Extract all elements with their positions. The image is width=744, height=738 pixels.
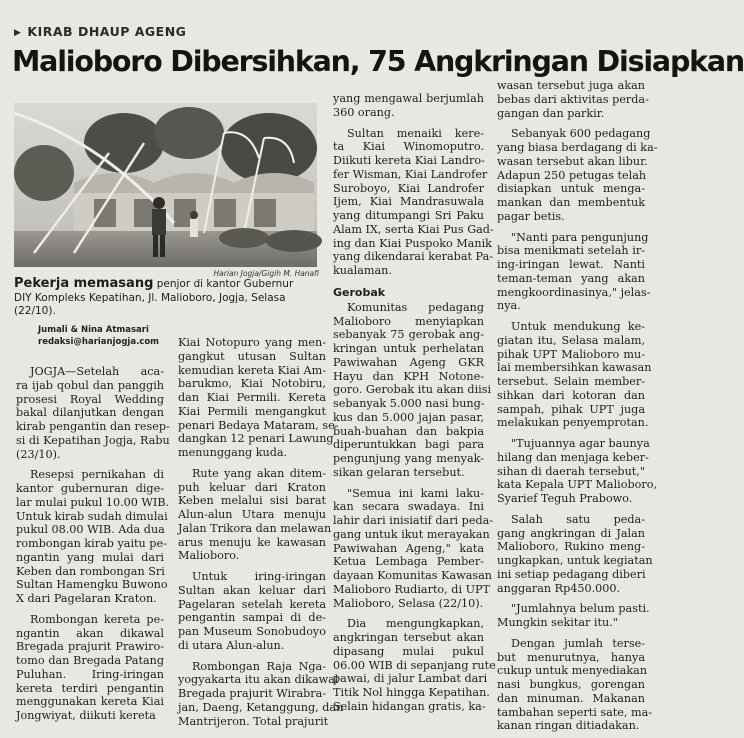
article-line: arus menuju ke kawasan xyxy=(178,535,326,549)
article-line: pan Museum Sonobudoyo xyxy=(178,625,326,638)
article-line: hilang dan menjaga keber- xyxy=(497,450,649,464)
article-line: wasan tersebut akan libur. xyxy=(497,154,648,168)
article-line: kus dan 5.000 jajan pasar, xyxy=(333,410,484,424)
byline xyxy=(38,324,178,348)
article-line: wasan tersebut juga akan xyxy=(497,79,645,92)
article-line: dangkan 12 penari Lawung xyxy=(178,432,334,446)
article-line: Dengan jumlah terse- xyxy=(511,636,645,650)
article-line: Komunitas pedagang xyxy=(347,300,484,314)
article-line: lai membersihkan kawasan xyxy=(497,361,652,375)
article-line: nya. xyxy=(497,299,521,313)
article-line: tambahan seperti sate, ma- xyxy=(497,705,653,719)
article-line: jan, Daeng, Ketanggung, dan xyxy=(178,700,344,714)
article-line: sihkan dari kotoran dan xyxy=(497,388,645,402)
article-line: tersebut. Selain member- xyxy=(497,375,645,388)
article-line: Rombongan Raja Nga- xyxy=(192,659,326,673)
article-line: Sultan menaiki kere- xyxy=(347,126,484,140)
article-line: sihan di daerah tersebut," xyxy=(497,464,645,478)
article-line: kanan ringan ditiadakan. xyxy=(497,719,640,733)
article-line: ing-iringan lewat. Nanti xyxy=(497,258,645,271)
article-line: Alam IX, serta Kiai Pus Gad- xyxy=(333,222,494,236)
article-line: Titik Nol hingga Kepatihan. xyxy=(333,686,490,699)
byline-authors: Jumali & Nina Atmasari xyxy=(38,325,149,335)
article-line: cukup untuk menyediakan xyxy=(497,664,648,678)
article-line: ini setiap pedagang diberi xyxy=(497,567,646,581)
article-line: Rute yang akan ditem- xyxy=(192,466,326,480)
article-line: yang ditumpangi Sri Paku xyxy=(333,209,484,222)
article-line: penari Bedaya Mataram, se- xyxy=(178,418,339,432)
article-line: angkringan tersebut akan xyxy=(333,631,484,644)
article-line: JOGJA—Setelah aca- xyxy=(30,365,164,378)
article-line: but menurutnya, hanya xyxy=(497,650,645,664)
article-line: Malioboro menyiapkan xyxy=(333,314,484,328)
article-line: yang biasa berdagang di ka- xyxy=(497,141,658,154)
article-line: ta Kiai Winomoputro. xyxy=(333,140,484,154)
article-line: "Tujuannya agar baunya xyxy=(511,437,650,450)
article-line: Sebanyak 600 pedagang xyxy=(511,127,651,141)
article-line: kirab pengantin dan resep- xyxy=(16,420,170,433)
article-line: prosesi Royal Wedding xyxy=(16,392,164,406)
article-line: rombongan kirab yaitu pe- xyxy=(16,537,167,550)
article-line: gangkut utusan Sultan xyxy=(178,349,326,363)
article-line: Bregada prajurit Prawiro- xyxy=(16,640,164,654)
article-line: kan secara swadaya. Ini xyxy=(333,500,484,514)
caption-line: DIY Kompleks Kepatihan, Jl. Malioboro, Jogja, Selasa xyxy=(14,291,286,304)
article-line: mengkoordinasinya," jelas- xyxy=(497,285,651,299)
caption-line: (22/10). xyxy=(14,305,56,317)
article-line: kualaman. xyxy=(333,264,392,277)
article-line: Dia mengungkapkan, xyxy=(347,617,484,631)
triangle-bullet-icon: ▶ xyxy=(14,28,22,38)
article-line: Ijem, Kiai Mandrasuwala xyxy=(333,195,484,209)
article-line: Malioboro Rudiarto, di UPT xyxy=(333,582,490,596)
article-line: dan Kiai Permili. Kereta xyxy=(178,391,326,404)
article-line: Mungkin sekitar itu." xyxy=(497,616,618,629)
article-line: buah-buahan dan bakpia xyxy=(333,424,484,438)
article-line: dayaan Komunitas Kawasan xyxy=(333,569,492,582)
article-line: pagar betis. xyxy=(497,209,565,223)
article-line: Malioboro, Rukino meng- xyxy=(497,540,645,554)
article-line: Rombongan kereta pe- xyxy=(30,612,164,626)
article-line: kata Kepala UPT Malioboro, xyxy=(497,478,658,492)
article-line: dan minuman. Makanan xyxy=(497,691,645,705)
article-line: 06.00 WIB di sepanjang rute xyxy=(333,658,496,672)
article-line: Untuk mendukung ke- xyxy=(511,320,645,333)
article-line: mankan dan membentuk xyxy=(497,196,645,209)
article-line: Pagelaran setelah kereta xyxy=(178,597,326,611)
article-line: Pawiwahan Ageng GKR xyxy=(333,355,484,369)
article-line: ing dan Kiai Puspoko Manik xyxy=(333,236,492,250)
article-line: si di Kepatihan Jogja, Rabu xyxy=(16,433,170,447)
article-line: Adapun 250 petugas telah xyxy=(497,168,647,182)
article-line: bisa menikmati setelah ir- xyxy=(497,244,645,258)
article-line: Resepsi pernikahan di xyxy=(30,468,164,482)
article-line: Untuk kirab sudah dimulai xyxy=(16,509,168,523)
article-line: "Semua ini kami laku- xyxy=(347,486,484,500)
kicker-text: KIRAB DHAUP AGENG xyxy=(27,24,187,39)
article-line: lahir dari inisiatif dari peda- xyxy=(333,514,494,527)
article-line: Suroboyo, Kiai Landrofer xyxy=(333,181,484,195)
article-line: Diikuti kereta Kiai Landro- xyxy=(333,154,485,167)
article-line: melakukan penyemprotan. xyxy=(497,416,649,430)
headline: Malioboro Dibersihkan, 75 Angkringan Disiapkan xyxy=(12,45,744,78)
article-line: Untuk iring-iringan xyxy=(192,570,326,583)
article-line: Malioboro. xyxy=(178,549,240,563)
article-line: ngantin yang mulai dari xyxy=(16,550,164,564)
article-column-3 xyxy=(333,92,496,714)
article-line: Sultan akan keluar dari xyxy=(178,583,326,597)
article-column-2 xyxy=(178,336,344,728)
article-line: menggunakan kereta Kiai xyxy=(16,695,164,709)
article-line: Puluhan. Iring-iringan xyxy=(16,667,164,681)
article-line: Hayu dan KPH Notone- xyxy=(333,369,484,383)
article-line: gang angkringan di Jalan xyxy=(497,526,645,540)
article-line: kringan untuk perhelatan xyxy=(333,342,484,355)
news-photo xyxy=(14,103,317,267)
article-line: sebanyak 5.000 nasi bung- xyxy=(333,397,485,410)
article-line: Jongwiyat, diikuti kereta xyxy=(16,709,156,722)
article-line: Keben melalui sisi barat xyxy=(178,494,326,508)
article-line: Syarief Teguh Prabowo. xyxy=(497,492,633,505)
article-line: nasi bungkus, gorengan xyxy=(497,678,645,691)
article-line: Alun-alun Utara menuju xyxy=(178,508,326,521)
article-line: barukmo, Kiai Notobiru, xyxy=(178,377,326,391)
article-line: Selain hidangan gratis, ka- xyxy=(333,699,486,713)
article-line: gangan dan parkir. xyxy=(497,106,605,120)
article-line: yang mengawal berjumlah xyxy=(333,92,484,105)
article-line: pihak UPT Malioboro mu- xyxy=(497,347,645,361)
article-line: teman-teman yang akan xyxy=(497,271,645,285)
article-line: anggaran Rp450.000. xyxy=(497,581,621,595)
article-line: kereta terdiri pengantin xyxy=(16,681,164,695)
photo-credit: Harian Jogja/Gigih M. Hanafi xyxy=(213,269,319,278)
article-line: ngantin akan dikawal xyxy=(16,626,164,640)
subheading: Gerobak xyxy=(333,285,386,299)
article-line: Keben dan rombongan Sri xyxy=(16,564,165,578)
caption-rest: penjor di kantor Gubernur xyxy=(153,278,294,290)
article-line: menunggang kuda. xyxy=(178,446,288,459)
article-line: 360 orang. xyxy=(333,105,395,119)
article-line: dipasang mulai pukul xyxy=(333,644,484,658)
article-line: Kiai Notopuro yang men- xyxy=(178,336,326,349)
article-line: pengunjung yang menyak- xyxy=(333,452,484,465)
article-line: sikan gelaran tersebut. xyxy=(333,465,465,479)
article-line: giatan itu, Selasa malam, xyxy=(497,333,645,347)
article-line: di utara Alun-alun. xyxy=(178,638,285,652)
article-line: gang untuk ikut merayakan xyxy=(333,527,490,541)
article-line: Sultan Hamengku Buwono xyxy=(16,578,168,592)
photo-caption xyxy=(14,277,320,319)
article-line: Ketua Lembaga Pember- xyxy=(333,555,484,569)
article-line: Jalan Trikora dan melawan xyxy=(178,521,332,535)
caption-lead: Pekerja memasang xyxy=(14,276,154,291)
article-line: goro. Gerobak itu akan diisi xyxy=(333,383,492,397)
article-line: bakal dilanjutkan dengan xyxy=(16,406,164,420)
article-line: diperuntukkan bagi para xyxy=(333,438,484,452)
article-line: Pawiwahan Ageng," kata xyxy=(333,541,484,555)
article-line: Kiai Permili mengangkut xyxy=(178,404,326,418)
article-line: disiapkan untuk menga- xyxy=(497,182,645,196)
article-line: lar mulai pukul 10.00 WIB. xyxy=(16,495,170,509)
article-line: pukul 08.00 WIB. Ada dua xyxy=(16,523,165,537)
article-line: fer Wisman, Kiai Landrofer xyxy=(333,167,488,181)
article-line: pengantin sampai di de- xyxy=(178,611,326,625)
article-line: yang dikendarai kerabat Pa- xyxy=(333,250,494,264)
article-line: puh keluar dari Kraton xyxy=(178,480,326,494)
article-line: Salah satu peda- xyxy=(511,512,645,526)
article-column-4 xyxy=(497,79,658,733)
article-line: Mantrijeron. Total prajurit xyxy=(178,714,329,728)
article-line: ungkapkan, untuk kegiatan xyxy=(497,554,653,567)
article-line: pawai, di jalur Lambat dari xyxy=(333,672,488,686)
byline-email: redaksi@harianjogja.com xyxy=(38,337,160,347)
article-line: yogyakarta itu akan dikawal xyxy=(178,673,339,687)
article-line: kantor gubernuran dige- xyxy=(16,482,164,495)
article-line: "Nanti para pengunjung xyxy=(511,230,649,244)
article-line: sampah, pihak UPT juga xyxy=(497,402,645,416)
article-line: X dari Pagelaran Kraton. xyxy=(16,592,157,605)
article-line: ra ijab qobul dan panggih xyxy=(16,378,164,392)
article-column-1 xyxy=(16,365,170,723)
article-line: tomo dan Bregada Patang xyxy=(16,654,164,667)
article-line: "Jumlahnya belum pasti. xyxy=(511,602,650,616)
article-line: Bregada prajurit Wirabra- xyxy=(178,687,327,700)
section-kicker xyxy=(14,24,186,39)
article-line: bebas dari aktivitas perda- xyxy=(497,92,649,106)
article-line: sebanyak 75 gerobak ang- xyxy=(333,328,484,342)
article-line: kemudian kereta Kiai Am- xyxy=(178,363,326,377)
article-line: Malioboro, Selasa (22/10). xyxy=(333,596,484,610)
article-line: (23/10). xyxy=(16,447,61,461)
